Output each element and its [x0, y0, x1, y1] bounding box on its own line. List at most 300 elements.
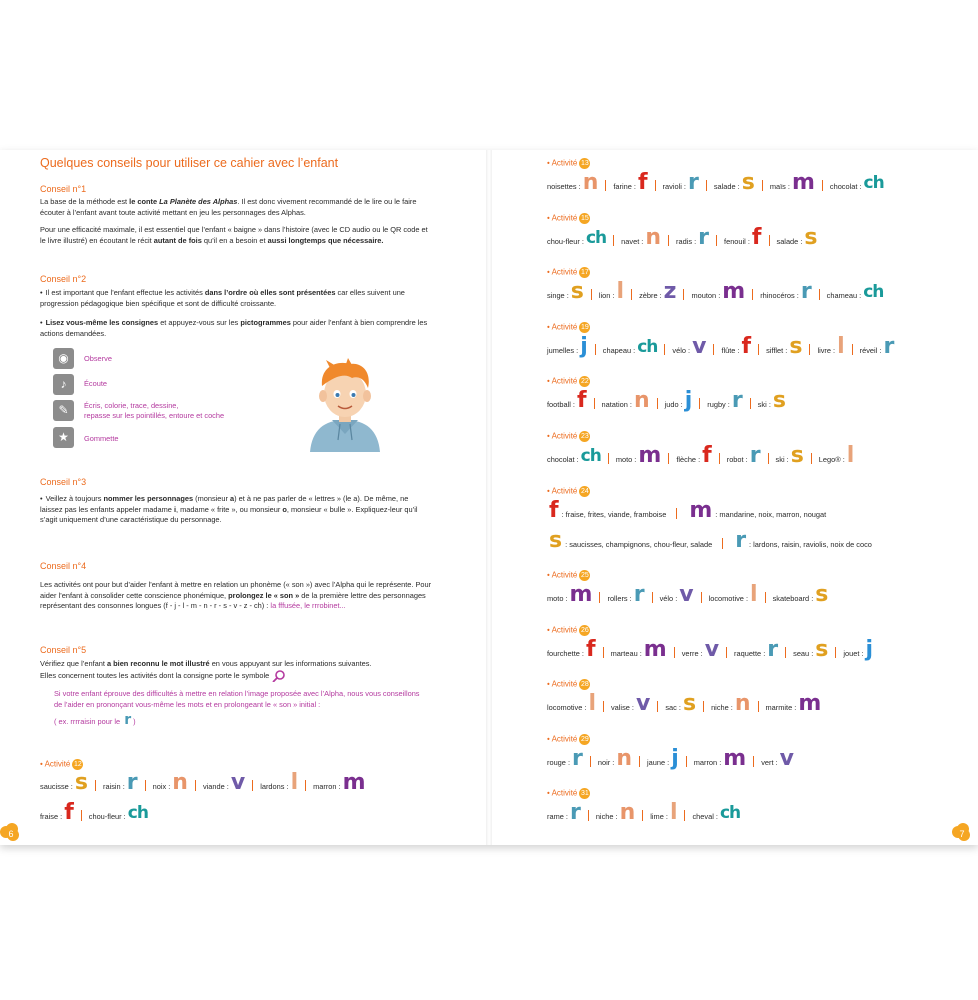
activity-28-label: • Activité 28 [547, 679, 589, 689]
word-item [547, 530, 712, 552]
word-item [711, 693, 750, 715]
separator [762, 180, 763, 191]
activity-23-row-1 [547, 445, 854, 467]
word-item [547, 693, 596, 715]
word-label: judo : [664, 400, 683, 409]
separator [674, 647, 675, 658]
word-item [547, 172, 598, 194]
activity-22-label: • Activité 22 [547, 376, 589, 386]
word-label: farine : [613, 182, 636, 191]
word-label: navet : [621, 237, 644, 246]
alpha-r-icon: r [735, 528, 747, 553]
conseil-1-heading: Conseil n°1 [40, 184, 87, 194]
alpha-f-icon: f [751, 225, 762, 250]
alpha-m-icon: m [342, 770, 366, 795]
activity-25-row-1 [547, 584, 828, 606]
alpha-s-icon: s [804, 225, 818, 250]
alpha-n-icon: n [582, 170, 599, 195]
page-number: 7 [959, 829, 965, 839]
word-label: marmite : [765, 703, 797, 712]
word-label: noix : [152, 782, 171, 791]
separator [819, 289, 820, 300]
word-item [547, 390, 587, 412]
separator [701, 592, 702, 603]
activity-12-row-1 [40, 772, 366, 794]
word-label: saucisse : [40, 782, 73, 791]
pencil-icon: ✎ [53, 400, 74, 421]
separator [765, 592, 766, 603]
word-label: rouge : [547, 758, 571, 767]
word-label: lardons : [260, 782, 289, 791]
alpha-s-icon: s [789, 334, 803, 359]
word-label: ravioli : [662, 182, 686, 191]
separator [753, 756, 754, 767]
alpha-m-icon: m [643, 637, 667, 662]
separator [835, 647, 836, 658]
word-label: rollers : [607, 594, 632, 603]
word-item [547, 227, 606, 249]
word-item [599, 281, 624, 303]
word-item [621, 227, 661, 249]
word-label: : fraise, frites, viande, framboise [561, 510, 667, 519]
separator [305, 780, 306, 791]
separator [719, 453, 720, 464]
separator [668, 235, 669, 246]
picto-label-ecris: Écris, colorie, trace, dessine, repasse sur les pointillés, entoure et coche [84, 401, 225, 420]
alpha-f-icon: f [576, 388, 587, 413]
word-item [770, 172, 815, 194]
word-label: vert : [761, 758, 778, 767]
word-label: flèche : [676, 455, 701, 464]
separator [822, 180, 823, 191]
word-label: locomotive : [547, 703, 587, 712]
separator [750, 398, 751, 409]
separator [657, 398, 658, 409]
separator [588, 810, 589, 821]
word-item [203, 772, 245, 794]
word-label: : mandarine, noix, marron, nougat [715, 510, 827, 519]
word-item [153, 772, 188, 794]
separator [145, 780, 146, 791]
separator [81, 810, 82, 821]
separator [706, 180, 707, 191]
word-item [547, 281, 584, 303]
alpha-l-icon: l [750, 582, 758, 607]
word-label: natation : [601, 400, 632, 409]
word-item [616, 445, 661, 467]
alpha-ch-icon: ch [585, 228, 607, 248]
right-page [489, 150, 978, 845]
word-item [660, 584, 694, 606]
separator [639, 756, 640, 767]
alpha-n-icon: n [633, 388, 650, 413]
word-label: noir : [597, 758, 615, 767]
alpha-r-icon: r [633, 582, 645, 607]
separator [603, 647, 604, 658]
separator [605, 180, 606, 191]
alpha-m-icon: m [791, 170, 815, 195]
activity-28-row-1 [547, 693, 821, 715]
left-page [0, 150, 489, 845]
word-item [103, 772, 138, 794]
alpha-n-icon: n [616, 746, 632, 771]
conseil-2-heading: Conseil n°2 [40, 274, 87, 284]
word-label: chocolat : [829, 182, 862, 191]
word-item [758, 390, 786, 412]
word-label: niche : [595, 812, 618, 821]
alpha-m-icon: m [569, 582, 593, 607]
word-label: zèbre : [639, 291, 662, 300]
word-label: skateboard : [772, 594, 814, 603]
alpha-s-icon: s [815, 582, 829, 607]
word-label: chou-fleur : [547, 237, 584, 246]
word-label: radis : [676, 237, 697, 246]
word-label: noisettes : [547, 182, 581, 191]
separator [699, 398, 700, 409]
alpha-v-icon: v [692, 334, 707, 359]
word-label: : lardons, raisin, raviolis, noix de coco [749, 540, 872, 549]
separator [608, 453, 609, 464]
separator [768, 453, 769, 464]
separator [758, 344, 759, 355]
alpha-r-icon: r [731, 388, 743, 413]
word-label: moto : [547, 594, 568, 603]
word-label: fraise : [40, 812, 63, 821]
alpha-s-icon: s [74, 770, 88, 795]
word-item [682, 639, 719, 661]
alpha-m-icon: m [638, 443, 662, 468]
word-item [647, 748, 679, 770]
activity-17-label: • Activité 17 [547, 267, 589, 277]
conseil-5-paragraph: Vérifiez que l’enfant a bien reconnu le mot illustré en vous appuyant sur les informations suivantes. Elles concernent toutes les activités dont la consigne porte le symbole [40, 659, 432, 682]
separator [811, 453, 812, 464]
activity-22-row-1 [547, 390, 786, 412]
word-item [676, 227, 709, 249]
conseil-1-paragraph-1: La base de la méthode est le conte La Planète des Alphas. Il est donc vivement recommandé de le lire ou le faire écouter à l’enfant avant toute activité mettant en jeu les personnages des Alphas. [40, 197, 417, 217]
alpha-ch-icon: ch [863, 173, 884, 193]
alpha-v-icon: v [679, 582, 694, 607]
word-item [607, 584, 644, 606]
alpha-f-icon: f [637, 170, 648, 195]
word-item [687, 500, 826, 522]
alpha-r-icon: r [767, 637, 779, 662]
word-item [766, 693, 822, 715]
alpha-r-icon: r [883, 334, 895, 359]
word-item [733, 530, 872, 552]
activity-23-label: • Activité 23 [547, 431, 589, 441]
alpha-m-icon: m [689, 498, 713, 523]
alpha-m-icon: m [722, 279, 746, 304]
word-item [714, 172, 755, 194]
word-item [727, 445, 761, 467]
word-item [40, 802, 74, 824]
separator [686, 756, 687, 767]
word-label: maïs : [769, 182, 790, 191]
alpha-j-icon: j [684, 388, 693, 413]
magnifier-icon [271, 670, 287, 682]
sticker-icon: ★ [53, 427, 74, 448]
activity-12-label: • Activité 12 [40, 759, 82, 769]
activity-25-label: • Activité 25 [547, 570, 589, 580]
word-label: lion : [598, 291, 615, 300]
word-label: salade : [776, 237, 803, 246]
alpha-ch-icon: ch [580, 446, 601, 466]
alpha-f-icon: f [549, 498, 559, 523]
separator [664, 344, 665, 355]
word-label: cheval : [692, 812, 718, 821]
separator [642, 810, 643, 821]
word-item [766, 336, 802, 358]
separator [684, 810, 685, 821]
conseil-5-example: ( ex. rrrraisin pour le r ) [54, 712, 136, 728]
alpha-s-icon: s [570, 279, 584, 304]
word-item [843, 639, 873, 661]
activity-17-row-1 [547, 281, 883, 303]
book-spread [0, 150, 978, 845]
word-label: ski : [757, 400, 771, 409]
alpha-v-icon: v [779, 746, 794, 771]
alpha-s-icon: s [772, 388, 786, 413]
alpha-l-icon: l [588, 691, 596, 716]
word-label: marron : [693, 758, 722, 767]
word-item [547, 336, 588, 358]
word-item [817, 336, 844, 358]
separator [703, 701, 704, 712]
word-label: raquette : [734, 649, 766, 658]
word-item [547, 445, 601, 467]
separator [726, 647, 727, 658]
word-label: : saucisses, champignons, chou-fleur, salade [565, 540, 713, 549]
alpha-s-icon: s [815, 637, 829, 662]
word-item [639, 281, 676, 303]
word-label: marteau : [610, 649, 642, 658]
activity-26-row-1 [547, 639, 873, 661]
alpha-r-icon: r [749, 443, 761, 468]
ear-icon: ♪ [53, 374, 74, 395]
word-item [313, 772, 365, 794]
alpha-r-icon: r [124, 712, 132, 728]
alpha-s-icon: s [549, 528, 563, 553]
alpha-j-icon: j [671, 746, 679, 771]
activity-29-row-1 [547, 748, 794, 770]
alpha-j-icon: j [580, 334, 588, 359]
alpha-v-icon: v [230, 770, 246, 795]
alpha-f-icon: f [64, 800, 74, 825]
alpha-r-icon: r [572, 746, 583, 771]
separator [595, 344, 596, 355]
word-label: sifflet : [766, 346, 788, 355]
word-label: jumelles : [547, 346, 579, 355]
activity-24-row-2 [547, 530, 872, 552]
word-item [611, 693, 650, 715]
word-label: chameau : [826, 291, 862, 300]
word-item [721, 336, 751, 358]
word-item [707, 390, 742, 412]
word-label: raisin : [102, 782, 125, 791]
word-item [602, 390, 650, 412]
word-label: jouet : [843, 649, 864, 658]
word-label: football : [547, 400, 575, 409]
word-item [734, 639, 778, 661]
conseil-3-bullet: • Veillez à toujours nommer les personnages (monsieur a) et à ne pas parler de « lettres » (le a). De même, ne laissez pas les enfants appeler madame i, madame « frite », ou monsieur o, monsieur « bulle ». Expliquez-leur qu’il s’agit uniquement d’une caractéristique du personnage. [40, 494, 418, 525]
separator [590, 756, 591, 767]
word-item [830, 172, 884, 194]
alpha-f-icon: f [585, 637, 596, 662]
activity-24-row-1 [547, 500, 826, 522]
conseil-2-bullet-1: • Il est important que l’enfant effectue les activités dans l’ordre où elles sont présentées car elles suivent une progression pédagogique bien spécifique et sont de difficulté croissante. [40, 288, 405, 308]
word-item [89, 802, 148, 824]
separator [613, 235, 614, 246]
alpha-ch-icon: ch [719, 803, 741, 823]
separator [676, 508, 677, 519]
separator [722, 538, 723, 549]
conseil-5-heading: Conseil n°5 [40, 645, 87, 655]
word-item [860, 336, 895, 358]
word-label: robot : [726, 455, 748, 464]
word-label: salade : [713, 182, 740, 191]
alpha-ch-icon: ch [127, 803, 148, 823]
activity-15-label: • Activité 15 [547, 213, 589, 223]
word-item [760, 281, 811, 303]
activity-13-label: • Activité 13 [547, 158, 589, 168]
word-item [598, 748, 632, 770]
word-item [547, 584, 592, 606]
separator [631, 289, 632, 300]
alpha-n-icon: n [645, 225, 662, 250]
separator [252, 780, 253, 791]
alpha-l-icon: l [846, 443, 855, 468]
separator [752, 289, 753, 300]
word-label: rhinocéros : [760, 291, 799, 300]
word-item [709, 584, 758, 606]
alpha-n-icon: n [172, 770, 188, 795]
word-item [676, 445, 711, 467]
page-title: Quelques conseils pour utiliser ce cahier avec l’enfant [40, 156, 339, 170]
activity-31-label: • Activité 31 [547, 788, 589, 798]
alpha-m-icon: m [798, 691, 822, 716]
word-item [665, 390, 693, 412]
activity-31-row-1 [547, 802, 740, 824]
word-item [672, 336, 706, 358]
word-item [547, 748, 583, 770]
word-item [40, 772, 88, 794]
separator [785, 647, 786, 658]
alpha-l-icon: l [669, 800, 678, 825]
word-item [260, 772, 298, 794]
separator [668, 453, 669, 464]
word-item [613, 172, 647, 194]
word-label: livre : [817, 346, 836, 355]
word-item [650, 802, 677, 824]
activity-15-row-1 [547, 227, 818, 249]
word-label: lime : [650, 812, 668, 821]
alpha-v-icon: v [636, 691, 651, 716]
word-label: jaune : [646, 758, 670, 767]
separator [758, 701, 759, 712]
word-item [691, 281, 745, 303]
picto-label-ecoute: Écoute [84, 379, 108, 388]
alpha-ch-icon: ch [863, 282, 884, 302]
word-item [773, 584, 829, 606]
word-label: ski : [775, 455, 789, 464]
page-number: 6 [8, 829, 14, 839]
separator [95, 780, 96, 791]
word-label: singe : [547, 291, 569, 300]
activity-12-row-2 [40, 802, 148, 824]
word-label: moto : [615, 455, 637, 464]
separator [713, 344, 714, 355]
word-item [777, 227, 818, 249]
word-item [694, 748, 746, 770]
conseil-5-note: Si votre enfant éprouve des difficultés à mettre en relation l’image proposée avec l’Alpha, nous vous conseillons de l’aider en prononçant vous-même les mots et en prolongeant le « son » initial : [54, 689, 420, 709]
conseil-3-heading: Conseil n°3 [40, 477, 87, 487]
alpha-n-icon: n [734, 691, 751, 716]
conseil-4-paragraph: Les activités ont pour but d’aider l’enfant à mettre en relation un phonème (« son ») avec l’Alpha qui le représente. Pour aider l’enfant à consolider cette conscience phonémique, prolongez le « son » de la première lettre des personnages représentant des consonnes longues (f - j - l - m - n - r - s - v - z - ch) : la fffusée, le rrrobinet... [40, 580, 432, 611]
alpha-f-icon: f [741, 334, 752, 359]
word-item [761, 748, 794, 770]
separator [683, 289, 684, 300]
word-label: marron : [313, 782, 341, 791]
word-item [776, 445, 804, 467]
word-label: sac : [665, 703, 681, 712]
word-label: valise : [610, 703, 634, 712]
alpha-n-icon: n [619, 800, 636, 825]
separator [603, 701, 604, 712]
alpha-r-icon: r [800, 279, 812, 304]
alpha-r-icon: r [126, 770, 138, 795]
word-label: rame : [547, 812, 568, 821]
word-label: chou-fleur : [88, 812, 126, 821]
alpha-s-icon: s [741, 170, 755, 195]
alpha-l-icon: l [616, 279, 625, 304]
alpha-r-icon: r [698, 225, 710, 250]
separator [594, 398, 595, 409]
word-label: viande : [202, 782, 229, 791]
alpha-r-icon: r [687, 170, 699, 195]
alpha-l-icon: l [290, 770, 299, 795]
separator [809, 344, 810, 355]
word-label: verre : [681, 649, 703, 658]
word-item [547, 639, 596, 661]
word-label: vélo : [659, 594, 678, 603]
word-label: mouton : [691, 291, 721, 300]
word-item [793, 639, 828, 661]
word-item [819, 445, 855, 467]
word-item [547, 802, 581, 824]
eye-icon: ◉ [53, 348, 74, 369]
word-item [724, 227, 761, 249]
activity-13-row-1 [547, 172, 884, 194]
word-label: niche : [711, 703, 733, 712]
alpha-s-icon: s [790, 443, 804, 468]
word-item [692, 802, 740, 824]
separator [591, 289, 592, 300]
word-label: rugby : [707, 400, 730, 409]
alpha-j-icon: j [865, 637, 874, 662]
word-label: chapeau : [602, 346, 636, 355]
separator [657, 701, 658, 712]
word-label: seau : [793, 649, 814, 658]
conseil-4-heading: Conseil n°4 [40, 561, 87, 571]
word-item [603, 336, 658, 358]
alpha-f-icon: f [702, 443, 712, 468]
activity-26-label: • Activité 26 [547, 625, 589, 635]
separator [599, 592, 600, 603]
conseil-2-bullet-2: • Lisez vous-même les consignes et appuyez-vous sur les pictogrammes pour aider l’enfant à bien comprendre les actions demandées. [40, 318, 428, 338]
alpha-r-icon: r [569, 800, 581, 825]
separator [716, 235, 717, 246]
activity-19-row-1 [547, 336, 894, 358]
